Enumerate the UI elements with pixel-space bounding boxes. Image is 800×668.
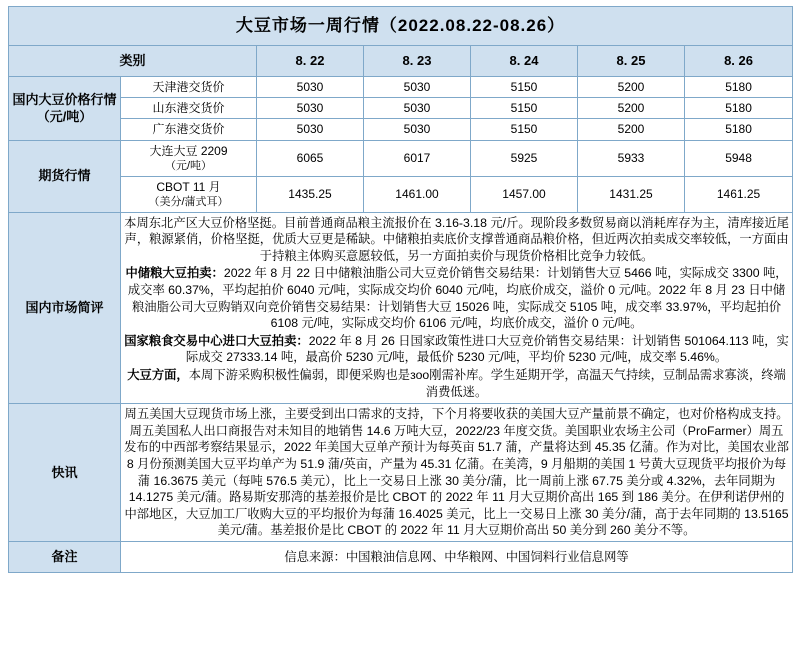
cell-dalian-0826: 5948 bbox=[685, 140, 793, 176]
cell-tianjin-0822: 5030 bbox=[257, 77, 364, 98]
cell-cbot-0823: 1461.00 bbox=[364, 176, 471, 212]
remark-text: 信息来源：中国粮油信息网、中华粮网、中国饲料行业信息网等 bbox=[121, 541, 793, 572]
cell-shandong-0825: 5200 bbox=[578, 98, 685, 119]
category-header: 类别 bbox=[9, 46, 257, 77]
news-text: 周五美国大豆现货市场上涨，主要受到出口需求的支持，下个月将要收获的美国大豆产量前景不确定，也对价格构成支持。周五美国私人出口商报告对未知目的地销售 14.6 万吨大豆，2022/23 年度交货。美国职业农场主公司（ProFarmer）周五发布的中西部考察结果显示，2022 年美国大豆单产预计为每英亩 51.7 蒲，产量将达到 45.35 亿蒲。作为对比，美国农业部 8 月份预测美国大豆平均单产为 51.9 蒲/英亩，产量为 45.31 亿蒲。在美湾，9 月船期的美国 1 号黄大豆现货平均报价为每蒲 16.3675 美元（每吨 576.5 美元），比上一交易日上涨 30 美分/蒲，比一周前上涨 67.75 美分或 4.32%，去年同期为 14.1275 美元/蒲。路易斯安那湾的基差报价是比 CBOT 的 2022 年 11 月大豆期价高出 165 到 186 美分。在伊利诺伊州的中部地区，大豆加工厂收购大豆的平均报价为每蒲 16.4025 美元，比上一交易日上涨 30 美分/蒲，高于去年同期的 13.5165 美元/蒲。基差报价是比 CBOT 的 2022 年 11 月大豆期价高出 50 美分到 260 美分不等。 bbox=[121, 404, 793, 542]
section-label-futures: 期货行情 bbox=[9, 140, 121, 212]
review-paragraph-1: 本周东北产区大豆价格坚挺。目前普通商品粮主流报价在 3.16-3.18 元/斤。现阶段多数贸易商以消耗库存为主，清库接近尾声，粮源紧俏，价格坚挺，优质大豆更是稀缺。中储粮拍卖底价支撑普通商品粮价格，但近两次拍卖成交率较低，一方面由于持粮主体购买意愿较低，另一方面拍卖价与现货价格相比竞争力较低。 bbox=[124, 215, 789, 263]
row-label-dalian-2209-unit: （元/吨） bbox=[164, 159, 213, 172]
cell-shandong-0826: 5180 bbox=[685, 98, 793, 119]
market-review-row bbox=[9, 212, 793, 404]
date-header-4: 8. 26 bbox=[685, 46, 793, 77]
section-label-market-review: 国内市场简评 bbox=[9, 212, 121, 404]
cell-guangdong-0825: 5200 bbox=[578, 119, 685, 140]
cell-shandong-0824: 5150 bbox=[471, 98, 578, 119]
review-paragraph-2: 中储粮大豆拍卖：2022 年 8 月 22 日中储粮油脂公司大豆竞价销售交易结果：计划销售大豆 5466 吨，实际成交 3300 吨，成交率 60.37%，平均起拍价 6040 元/吨，实际成交均价 6040 元/吨，均底价成交，溢价 0 元/吨。2022 年 8 月 23 日中储粮油脂公司大豆购销双向竞价销售交易结果：计划销售大豆 15026 吨，实际成交 5105 吨，成交率 33.97%，平均起拍价 6108 元/吨，实际成交均价 6106 元/吨，均底价成交，溢价 0 元/吨。 bbox=[125, 266, 788, 331]
cell-guangdong-0824: 5150 bbox=[471, 119, 578, 140]
review-paragraph-4: 大豆方面，本周下游采购积极性偏弱，即便采购也是зоо刚需补库。学生延期开学，高温天气持续，豆制品需求寡淡，终端消费低迷。 bbox=[127, 367, 786, 399]
row-label-tianjin: 天津港交货价 bbox=[121, 77, 257, 98]
row-label-cbot-nov bbox=[121, 176, 257, 212]
cell-dalian-0823: 6017 bbox=[364, 140, 471, 176]
review-lead-2: 中储粮大豆拍卖： bbox=[125, 266, 224, 281]
section-label-domestic-price: 国内大豆价格行情（元/吨） bbox=[9, 77, 121, 141]
row-label-shandong: 山东港交货价 bbox=[121, 98, 257, 119]
review-paragraph-3: 国家粮食交易中心进口大豆拍卖：2022 年 8 月 26 日国家政策性进口大豆竞价销售交易结果：计划销售 501064.113 吨，实际成交 27333.14 吨，最高价 5230 元/吨，最低价 5230 元/吨，平均价 5230 元/吨，成交率 5.46%。 bbox=[124, 333, 789, 365]
report-table bbox=[8, 6, 793, 573]
footer-row bbox=[9, 541, 793, 572]
cell-guangdong-0822: 5030 bbox=[257, 119, 364, 140]
cell-tianjin-0826: 5180 bbox=[685, 77, 793, 98]
table-row bbox=[9, 77, 793, 98]
cell-tianjin-0824: 5150 bbox=[471, 77, 578, 98]
review-lead-4: 大豆方面， bbox=[127, 367, 189, 382]
cell-cbot-0822: 1435.25 bbox=[257, 176, 364, 212]
cell-shandong-0823: 5030 bbox=[364, 98, 471, 119]
cell-tianjin-0825: 5200 bbox=[578, 77, 685, 98]
table-row bbox=[9, 140, 793, 176]
cell-dalian-0824: 5925 bbox=[471, 140, 578, 176]
date-header-3: 8. 25 bbox=[578, 46, 685, 77]
table-row bbox=[9, 176, 793, 212]
news-row bbox=[9, 404, 793, 542]
header-row bbox=[9, 46, 793, 77]
cell-dalian-0822: 6065 bbox=[257, 140, 364, 176]
date-header-2: 8. 24 bbox=[471, 46, 578, 77]
market-review-text bbox=[121, 212, 793, 404]
row-label-dalian-2209-name: 大连大豆 2209 bbox=[149, 143, 228, 158]
cell-cbot-0824: 1457.00 bbox=[471, 176, 578, 212]
cell-dalian-0825: 5933 bbox=[578, 140, 685, 176]
page-title: 大豆市场一周行情（2022.08.22-08.26） bbox=[9, 7, 793, 46]
date-header-1: 8. 23 bbox=[364, 46, 471, 77]
cell-guangdong-0826: 5180 bbox=[685, 119, 793, 140]
cell-cbot-0825: 1431.25 bbox=[578, 176, 685, 212]
review-lead-3: 国家粮食交易中心进口大豆拍卖： bbox=[124, 333, 309, 348]
section-label-news: 快讯 bbox=[9, 404, 121, 542]
date-header-0: 8. 22 bbox=[257, 46, 364, 77]
table-row bbox=[9, 98, 793, 119]
row-label-guangdong: 广东港交货价 bbox=[121, 119, 257, 140]
cell-tianjin-0823: 5030 bbox=[364, 77, 471, 98]
cell-cbot-0826: 1461.25 bbox=[685, 176, 793, 212]
section-label-remark: 备注 bbox=[9, 541, 121, 572]
row-label-cbot-nov-name: CBOT 11 月 bbox=[156, 179, 221, 194]
title-row bbox=[9, 7, 793, 46]
cell-shandong-0822: 5030 bbox=[257, 98, 364, 119]
table-row bbox=[9, 119, 793, 140]
row-label-cbot-nov-unit: （美分/蒲式耳） bbox=[148, 195, 229, 208]
cell-guangdong-0823: 5030 bbox=[364, 119, 471, 140]
row-label-dalian-2209 bbox=[121, 140, 257, 176]
